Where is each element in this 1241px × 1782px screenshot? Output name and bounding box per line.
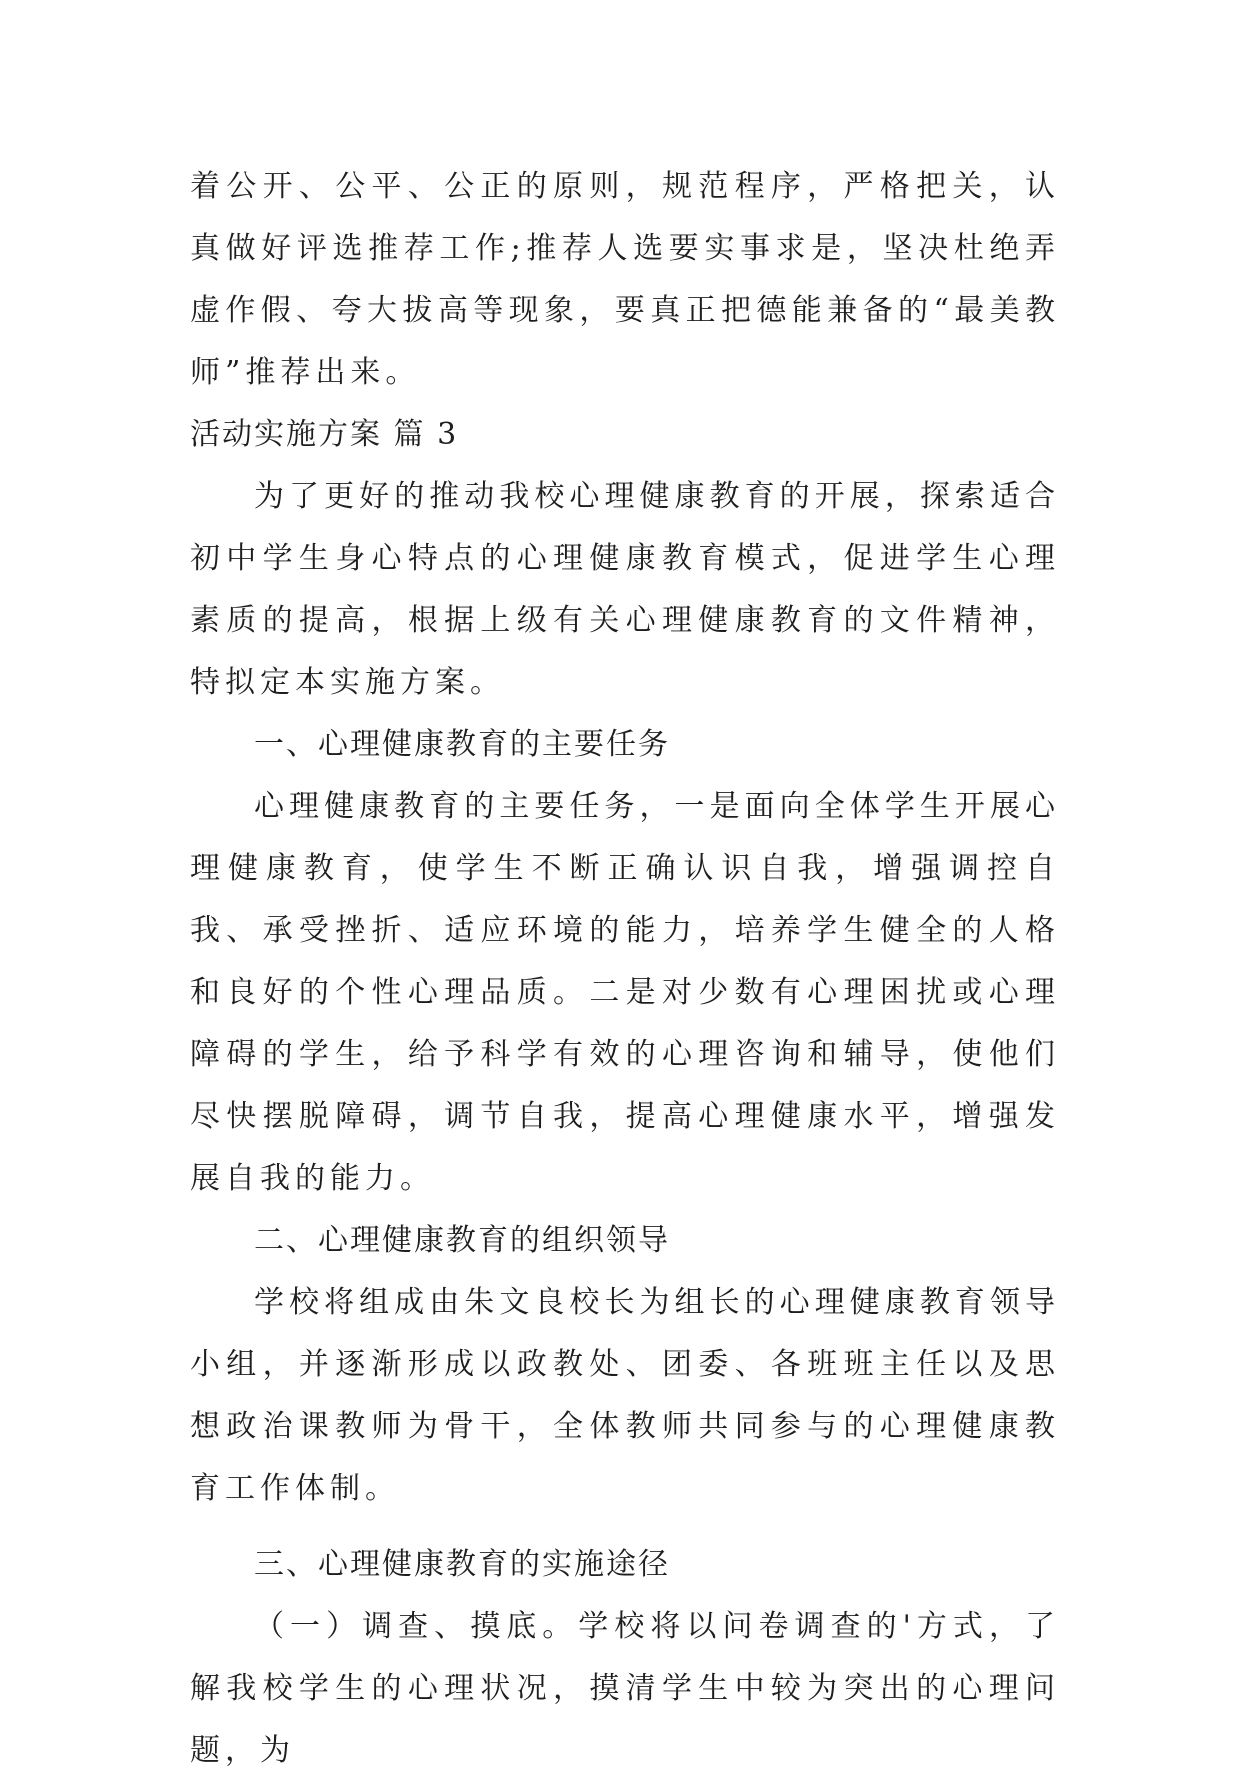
heading-organization: 二、心理健康教育的组织领导 (254, 1223, 670, 1258)
heading-main-tasks: 一、心理健康教育的主要任务 (254, 727, 670, 762)
document-body (190, 156, 1060, 1782)
paragraph-implementation: （一）调查、摸底。学校将以问卷调查的'方式，了解我校学生的心理状况，摸清学生中较为突出的心理问题，为 (190, 1609, 1060, 1768)
paragraph-main-tasks: 心理健康教育的主要任务，一是面向全体学生开展心理健康教育，使学生不断正确认识自我，增强调控自我、承受挫折、适应环境的能力，培养学生健全的人格和良好的个性心理品质。二是对少数有心理困扰或心理障碍的学生，给予科学有效的心理咨询和辅导，使他们尽快摆脱障碍，调节自我，提高心理健康水平，增强发展自我的能力。 (190, 789, 1060, 1196)
paragraph-intro: 为了更好的推动我校心理健康教育的开展，探索适合初中学生身心特点的心理健康教育模式，促进学生心理素质的提高，根据上级有关心理健康教育的文件精神，特拟定本实施方案。 (190, 479, 1060, 700)
paragraph-organization: 学校将组成由朱文良校长为组长的心理健康教育领导小组，并逐渐形成以政教处、团委、各班班主任以及思想政治课教师为骨干，全体教师共同参与的心理健康教育工作体制。 (190, 1285, 1060, 1506)
paragraph-continued: 着公开、公平、公正的原则，规范程序，严格把关，认真做好评选推荐工作;推荐人选要实事求是，坚决杜绝弄虚作假、夸大拔高等现象，要真正把德能兼备的“最美教师”推荐出来。 (190, 169, 1060, 390)
section-title: 活动实施方案 篇 3 (190, 417, 459, 452)
heading-implementation: 三、心理健康教育的实施途径 (254, 1547, 670, 1582)
